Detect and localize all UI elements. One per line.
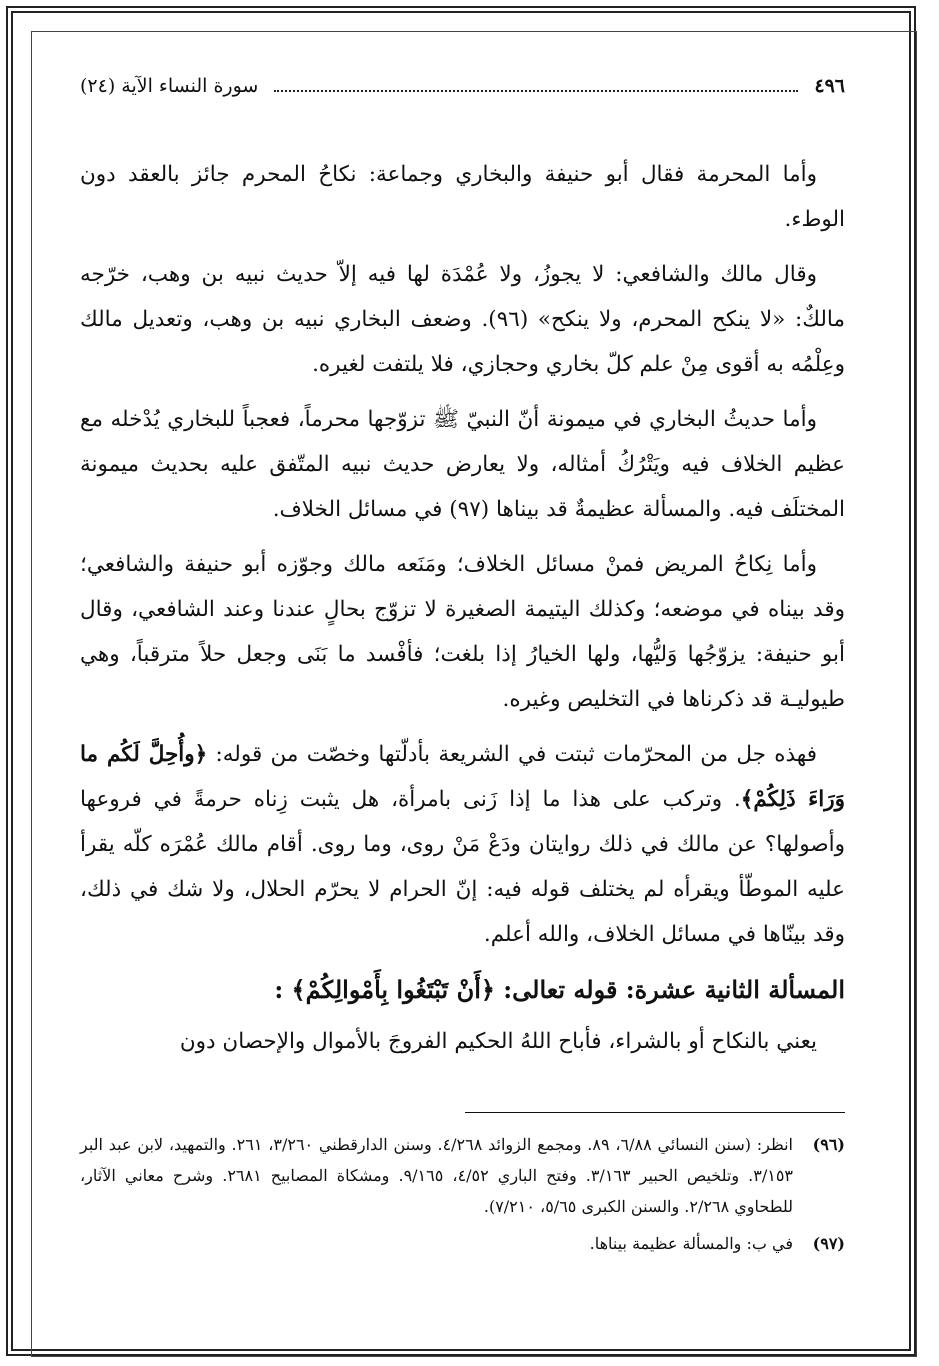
page-number: ٤٩٦ <box>814 75 845 97</box>
quranic-verse: ﴿وأُحِلَّ لَكُم ما وَرَاءَ ذَلِكُمْ﴾ <box>80 742 845 812</box>
footnote-number: (٩٦) <box>812 1135 845 1154</box>
paragraph-1: وأما المحرمة فقال أبو حنيفة والبخاري وجماعة: نكاحُ المحرم جائز بالعقد دون الوطء. <box>80 162 845 232</box>
paragraph-5-body: . وتركب على هذا ما إذا زَنى بامرأة، هل يثبت زِناه حرمةً في فروعها وأصولها؟ عن مالك في ذلك روايتان ودَعْ مَنْ روى، وما روى. أقام مالك عُمْرَه كلّه يقرأ عليه الموطّأ ويقرأه لم يختلف قوله فيه: إنّ الحرام لا يحرّم الحلال، ولا شك في ذلك، وقد بينّاها في مسائل الخلاف، والله أعلم. <box>80 787 845 947</box>
footnote-number: (٩٧) <box>812 1234 845 1253</box>
section-heading-verse: ﴿أَنْ تَبْتَغُوا بِأَمْوالِكُمْ﴾ <box>291 975 495 1004</box>
footnote-separator-wrap <box>80 1074 845 1129</box>
header-dotted-leader <box>274 64 798 92</box>
footnote-separator <box>465 1112 845 1113</box>
paragraph-6: يعني بالنكاح أو بالشراء، فأباح اللهُ الحكيم الفروجَ بالأموال والإحصان دون <box>179 1029 817 1054</box>
section-heading-prefix: المسألة الثانية عشرة: قوله تعالى: <box>494 975 845 1004</box>
section-heading-suffix: : <box>274 975 284 1004</box>
section-heading <box>80 967 845 1013</box>
paragraph-5-intro: فهذه جل من المحرّمات ثبتت في الشريعة بأدلّتها وخصّت من قوله: <box>207 742 817 767</box>
running-header <box>80 60 845 112</box>
footnotes <box>80 1129 845 1259</box>
footnote-text: في ب: والمسألة عظيمة بيناها. <box>589 1234 793 1253</box>
book-page <box>80 60 845 1350</box>
paragraph-5 <box>80 732 845 957</box>
paragraph-3: وأما حديثُ البخاري في ميمونة أنّ النبيّ ﷺ تزوّجها محرماً، فعجباً للبخاري يُدْخله مع عظيم الخلاف فيه ويَتْرُكُ أمثاله، ولا يعارض حديث نبيه المتّفق عليه بحديث ميمونة المختلَف فيه. والمسألة عظيمةٌ قد بيناها (٩٧) في مسائل الخلاف. <box>80 407 845 522</box>
paragraph-4: وأما نِكاحُ المريض فمنْ مسائل الخلاف؛ ومَنَعه مالك وجوّزه أبو حنيفة والشافعي؛ وقد بيناه في موضعه؛ وكذلك اليتيمة الصغيرة لا تزوّج بحالٍ عندنا وعند الشافعي، وقال أبو حنيفة: يزوّجُها وَليُّها، ولها الخيارُ إذا بلغت؛ فأفْسد ما بَنَى وجعل حلاً مترقباً، وهي طيوليـة قد ذكرناها في التخليص وغيره. <box>80 552 845 712</box>
footnote-text: انظر: (سنن النسائي ٦/٨٨، ٨٩. ومجمع الزوائد ٤/٢٦٨. وسنن الدارقطني ٣/٢٦٠، ٢٦١. والتمهيد، لابن عبد البر ٣/١٥٣. وتلخيص الحبير ٣/١٦٣. وفتح الباري ٤/٥٢، ٩/١٦٥. ومشكاة المصابيح ٢٦٨١. وشرح معاني الآثار، للطحاوي ٢/٢٦٨. والسنن الكبرى ٥/٦٥، ٧/٢١٠). <box>80 1135 794 1216</box>
footnote-97 <box>80 1228 845 1259</box>
paragraph-2: وقال مالك والشافعي: لا يجوزُ، ولا عُمْدَة لها فيه إلاّ حديث نبيه بن وهب، خرّجه مالكٌ: «لا ينكح المحرم، ولا ينكح» (٩٦). وضعف البخاري نبيه بن وهب، وتعديل مالك وعِلْمُه به أقوى مِنْ علم كلّ بخاري وحجازي، فلا يلتفت لغيره. <box>80 262 846 377</box>
footnote-96 <box>80 1129 845 1222</box>
header-title: سورة النساء الآية (٢٤) <box>80 75 259 97</box>
main-text <box>80 152 845 1064</box>
